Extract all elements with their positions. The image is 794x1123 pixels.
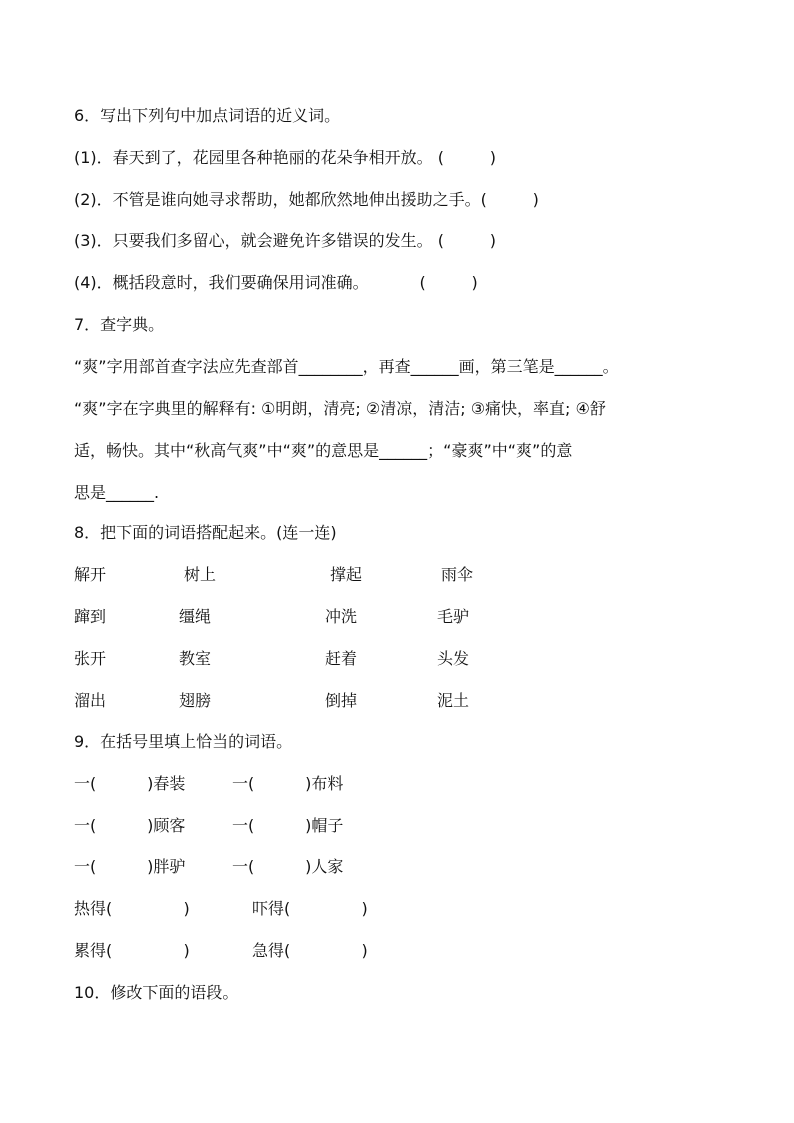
q8-row-2-c4: 毛驴 [437,607,470,626]
q9-row-3-c1: 一( )胖驴 [74,857,186,876]
q8-row-1-c4: 雨伞 [441,565,474,584]
q6-item-1: (1)．春天到了，花园里各种艳丽的花朵争相开放。 ( ) [74,148,497,167]
q8-row-4-c4: 泥土 [437,691,470,710]
q9-row2-1-c1: 热得( ) [74,899,190,918]
q8-row-3-c1: 张开 [74,649,107,668]
q6-item-2: (2)．不管是谁向她寻求帮助，她都欣然地伸出援助之手。( ) [74,190,539,209]
q9-title: 9．在括号里填上恰当的词语。 [74,732,293,751]
q8-row-4-c3: 倒掉 [325,691,358,710]
q8-row-1-c3: 撑起 [330,565,363,584]
q8-row-4-c2: 翅膀 [179,691,212,710]
q9-row2-2-c2: 急得( ) [252,941,368,960]
q9-row2-1-c2: 吓得( ) [252,899,368,918]
q8-row-2-c2: 缰绳 [179,607,212,626]
q7-title: 7．查字典。 [74,315,165,334]
q9-row-1-c1: 一( )春装 [74,774,186,793]
q9-row-3-c2: 一( )人家 [232,857,344,876]
q7-line-1: “爽”字用部首查字法应先查部首________，再查______画，第三笔是______。 [74,357,619,376]
q7-line-3: 适，畅快。其中“秋高气爽”中“爽”的意思是______；“豪爽”中“爽”的意 [74,441,573,460]
q9-row-1-c2: 一( )布料 [232,774,344,793]
q8-row-3-c4: 头发 [437,649,470,668]
q6-item-3: (3)．只要我们多留心，就会避免许多错误的发生。 ( ) [74,231,497,250]
q8-row-2-c3: 冲洗 [325,607,358,626]
q8-row-4-c1: 溜出 [74,691,107,710]
q8-row-3-c2: 教室 [179,649,212,668]
q9-row-2-c2: 一( )帽子 [232,816,344,835]
q8-row-1-c2: 树上 [184,565,217,584]
q7-line-4: 思是______. [74,483,160,502]
q10-title: 10．修改下面的语段。 [74,983,239,1002]
q7-line-2: “爽”字在字典里的解释有: ①明朗，清亮; ②清凉，清洁; ③痛快，率直; ④舒 [74,399,606,418]
q9-row-2-c1: 一( )顾客 [74,816,186,835]
q8-title: 8．把下面的词语搭配起来。(连一连) [74,523,337,542]
q6-title: 6．写出下列句中加点词语的近义词。 [74,106,341,125]
q6-item-4: (4)．概括段意时，我们要确保用词准确。 ( ) [74,273,478,292]
q8-row-2-c1: 蹿到 [74,607,107,626]
q8-row-1-c1: 解开 [74,565,107,584]
q8-row-3-c3: 赶着 [325,649,358,668]
q9-row2-2-c1: 累得( ) [74,941,190,960]
